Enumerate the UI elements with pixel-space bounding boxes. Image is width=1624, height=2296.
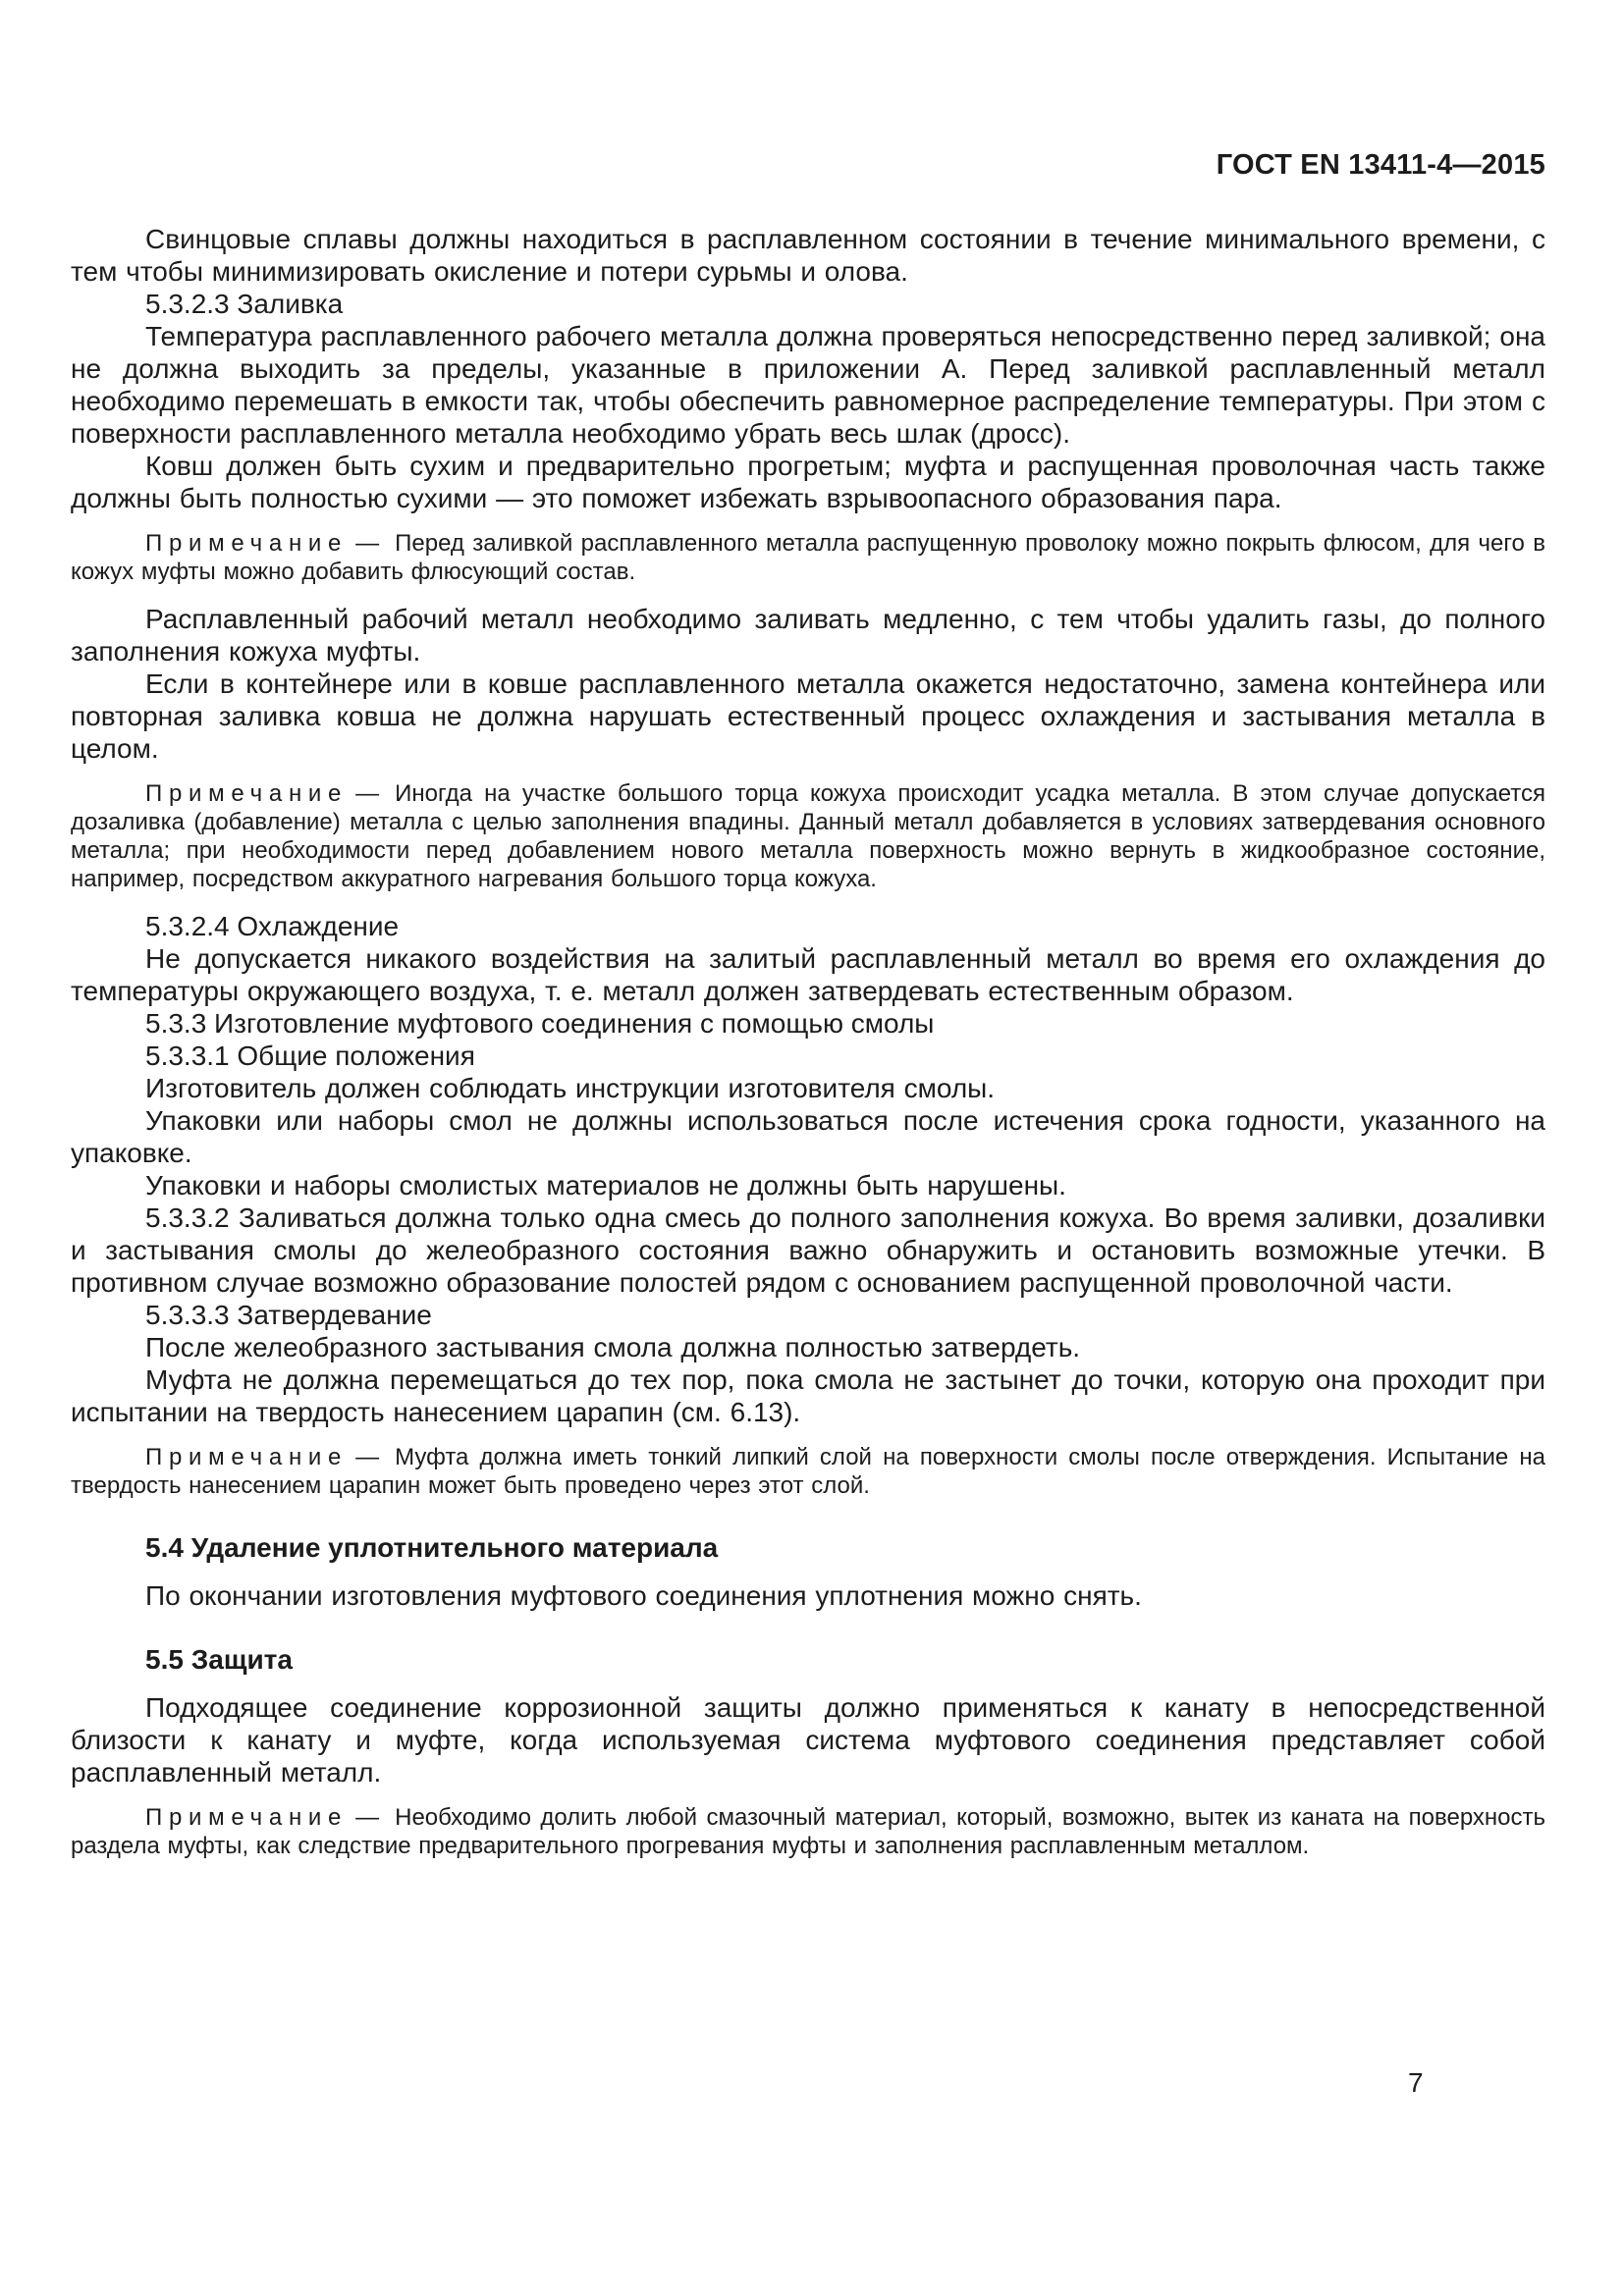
doc-number: ГОСТ EN 13411-4—2015 <box>1216 149 1545 181</box>
section-heading-5-4: 5.4 Удаление уплотнительного материала <box>145 1532 719 1563</box>
note-sticky-layer <box>71 1443 1545 1500</box>
note-shrinkage <box>71 779 1545 893</box>
clause-heading-5-3-3-3: 5.3.3.3 Затвердевание <box>145 1300 432 1330</box>
note-label: Примечание <box>145 1444 349 1470</box>
note-text: Муфта должна иметь тонкий липкий слой на поверхности смолы после отверждения. Испытание на твердость нанесением царапин может быть проведено через этот слой. <box>71 1444 1545 1499</box>
paragraph-manufacturer: Изготовитель должен соблюдать инструкции изготовителя смолы. <box>145 1073 996 1103</box>
section-heading-5-5: 5.5 Защита <box>145 1644 293 1675</box>
paragraph-protection: Подходящее соединение коррозионной защиты должно применяться к канату в непосредственной близости к канату и муфте, когда используемая система муфтового соединения представляет собой расплавленный металл. <box>71 1692 1545 1788</box>
note-dash: — <box>355 780 380 807</box>
note-text: Перед заливкой расплавленного металла распущенную проволоку можно покрыть флюсом, для чего в кожух муфты можно добавить флюсующий состав. <box>71 530 1545 585</box>
paragraph-cooling: Не допускается никакого воздействия на залитый расплавленный металл во время его охлаждения до температуры окружающего воздуха, т. е. металл должен затвердевать естественным образом. <box>71 943 1545 1006</box>
note-dash: — <box>355 1444 380 1470</box>
clause-heading-5-3-2-3: 5.3.2.3 Заливка <box>145 289 344 319</box>
paragraph-5-3-3-2-pouring: 5.3.3.2 Заливаться должна только одна смесь до полного заполнения кожуха. Во время заливки, дозаливки и застывания смолы до желеобразного состояния важно обнаружить и остановить возможные утечки. В противном случае возможно образование полостей рядом с основанием распущенной проволочной части. <box>71 1202 1545 1298</box>
note-label: Примечание <box>145 530 349 557</box>
paragraph-hardening: После желеобразного застывания смола должна полностью затвердеть. <box>145 1332 1081 1362</box>
paragraph-resin-packaging: Упаковки и наборы смолистых материалов не должны быть нарушены. <box>145 1170 1066 1201</box>
document-body <box>71 223 1545 1860</box>
page-number: 7 <box>1408 2067 1424 2098</box>
clause-heading-5-3-3-1: 5.3.3.1 Общие положения <box>145 1041 475 1071</box>
note-dash: — <box>355 530 380 557</box>
note-lubricant <box>71 1803 1545 1860</box>
paragraph-lead-alloys: Свинцовые сплавы должны находиться в расплавленном состоянии в течение минимального времени, с тем чтобы минимизировать окисление и потери сурьмы и олова. <box>71 224 1545 287</box>
note-dash: — <box>355 1804 380 1831</box>
paragraph-container: Если в контейнере или в ковше расплавленного металла окажется недостаточно, замена контейнера или повторная заливка ковша не должна нарушать естественный процесс охлаждения и застывания металла в целом. <box>71 668 1545 764</box>
paragraph-seal-removal: По окончании изготовления муфтового соединения уплотнения можно снять. <box>145 1580 1142 1611</box>
clause-heading-5-3-3: 5.3.3 Изготовление муфтового соединения с помощью смолы <box>145 1008 935 1039</box>
note-label: Примечание <box>145 780 349 807</box>
paragraph-socket-movement: Муфта не должна перемещаться до тех пор, пока смола не застынет до точки, которую она проходит при испытании на твердость нанесением царапин (см. 6.13). <box>71 1364 1545 1427</box>
paragraph-pour-slowly: Расплавленный рабочий металл необходимо заливать медленно, с тем чтобы удалить газы, до полного заполнения кожуха муфты. <box>71 604 1545 667</box>
clause-heading-5-3-2-4: 5.3.2.4 Охлаждение <box>145 911 400 941</box>
note-label: Примечание <box>145 1804 349 1831</box>
paragraph-resin-shelf-life: Упаковки или наборы смол не должны использоваться после истечения срока годности, указанного на упаковке. <box>71 1105 1545 1168</box>
paragraph-ladle: Ковш должен быть сухим и предварительно прогретым; муфта и распущенная проволочная часть также должны быть полностью сухими — это поможет избежать взрывоопасного образования пара. <box>71 451 1545 513</box>
note-text: Иногда на участке большого торца кожуха происходит усадка металла. В этом случае допускается дозаливка (добавление) металла с целью заполнения впадины. Данный металл добавляется в условиях затвердевания основного металла; при необходимости перед добавлением нового металла поверхность можно вернуть в жидкообразное состояние, например, посредством аккуратного нагревания большого торца кожуха. <box>71 780 1545 892</box>
note-text: Необходимо долить любой смазочный материал, который, возможно, вытек из каната на поверхность раздела муфты, как следствие предварительного прогревания муфты и заполнения расплавленным металлом. <box>71 1804 1545 1859</box>
paragraph-temperature: Температура расплавленного рабочего металла должна проверяться непосредственно перед заливкой; она не должна выходить за пределы, указанные в приложении А. Перед заливкой расплавленный металл необходимо перемешать в емкости так, чтобы обеспечить равномерное распределение температуры. При этом с поверхности расплавленного металла необходимо убрать весь шлак (дросс). <box>71 321 1545 449</box>
note-flux <box>71 529 1545 586</box>
page-header <box>71 0 1545 182</box>
